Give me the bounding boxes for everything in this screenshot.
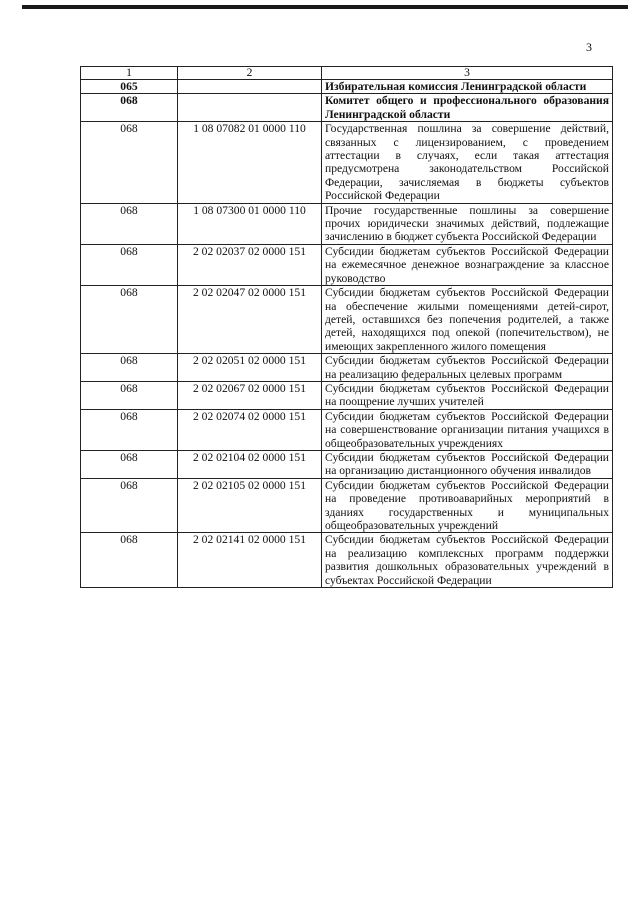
table-row <box>81 478 613 533</box>
revenue-code-cell: 2 02 02104 02 0000 151 <box>178 450 322 478</box>
table-row <box>81 354 613 382</box>
description-cell: Субсидии бюджетам субъектов Российской Федерации на реализацию комплексных программ поддержки развития дошкольных образовательных учреждений в субъектах Российской Федерации <box>322 533 613 588</box>
table-row <box>81 244 613 285</box>
column-header-2: 2 <box>178 67 322 80</box>
revenue-code-cell: 2 02 02067 02 0000 151 <box>178 381 322 409</box>
description-cell: Прочие государственные пошлины за совершение прочих юридически значимых действий, подлежащие зачислению в бюджет субъекта Российской Федерации <box>322 203 613 244</box>
revenue-code-cell <box>178 80 322 94</box>
table-row <box>81 203 613 244</box>
admin-code-cell: 068 <box>81 533 178 588</box>
description-cell: Субсидии бюджетам субъектов Российской Федерации на проведение противоаварийных мероприятий в зданиях государственных и муниципальных общеобразовательных учреждений <box>322 478 613 533</box>
page-number: 3 <box>586 40 592 54</box>
table-row <box>81 381 613 409</box>
description-cell: Субсидии бюджетам субъектов Российской Федерации на организацию дистанционного обучения инвалидов <box>322 450 613 478</box>
revenue-code-cell: 2 02 02141 02 0000 151 <box>178 533 322 588</box>
table-row <box>81 122 613 203</box>
description-cell: Субсидии бюджетам субъектов Российской Федерации на реализацию федеральных целевых программ <box>322 354 613 382</box>
admin-code-cell: 068 <box>81 122 178 203</box>
admin-code-cell: 068 <box>81 478 178 533</box>
revenue-code-cell <box>178 94 322 122</box>
revenue-code-cell: 2 02 02074 02 0000 151 <box>178 409 322 450</box>
description-cell: Субсидии бюджетам субъектов Российской Федерации на ежемесячное денежное вознаграждение за классное руководство <box>322 244 613 285</box>
table-header-row <box>81 67 613 80</box>
column-header-1: 1 <box>81 67 178 80</box>
description-cell: Избирательная комиссия Ленинградской области <box>322 80 613 94</box>
table-body <box>81 67 613 588</box>
table-row <box>81 450 613 478</box>
admin-code-cell: 068 <box>81 94 178 122</box>
revenue-code-cell: 1 08 07300 01 0000 110 <box>178 203 322 244</box>
table-row <box>81 409 613 450</box>
column-header-3: 3 <box>322 67 613 80</box>
table-row <box>81 533 613 588</box>
description-cell: Государственная пошлина за совершение действий, связанных с лицензированием, с проведением аттестации в случаях, если такая аттестация предусмотрена законодательством Российской Федерации, зачисляемая в бюджеты субъектов Российской Федерации <box>322 122 613 203</box>
table-row <box>81 286 613 354</box>
admin-code-cell: 068 <box>81 354 178 382</box>
admin-code-cell: 068 <box>81 244 178 285</box>
description-cell: Субсидии бюджетам субъектов Российской Федерации на поощрение лучших учителей <box>322 381 613 409</box>
revenue-code-cell: 2 02 02037 02 0000 151 <box>178 244 322 285</box>
table-row <box>81 94 613 122</box>
admin-code-cell: 065 <box>81 80 178 94</box>
budget-codes-table <box>80 66 613 588</box>
description-cell: Субсидии бюджетам субъектов Российской Федерации на совершенствование организации питания учащихся в общеобразовательных учреждениях <box>322 409 613 450</box>
revenue-code-cell: 1 08 07082 01 0000 110 <box>178 122 322 203</box>
admin-code-cell: 068 <box>81 286 178 354</box>
revenue-code-cell: 2 02 02047 02 0000 151 <box>178 286 322 354</box>
table-row <box>81 80 613 94</box>
admin-code-cell: 068 <box>81 409 178 450</box>
description-cell: Субсидии бюджетам субъектов Российской Федерации на обеспечение жилыми помещениями детей-сирот, детей, оставшихся без попечения родителей, а также детей, находящихся под опекой (попечительством), не имеющих закрепленного жилого помещения <box>322 286 613 354</box>
top-border-line <box>22 5 628 9</box>
description-cell: Комитет общего и профессионального образования Ленинградской области <box>322 94 613 122</box>
admin-code-cell: 068 <box>81 203 178 244</box>
admin-code-cell: 068 <box>81 450 178 478</box>
admin-code-cell: 068 <box>81 381 178 409</box>
revenue-code-cell: 2 02 02105 02 0000 151 <box>178 478 322 533</box>
revenue-code-cell: 2 02 02051 02 0000 151 <box>178 354 322 382</box>
